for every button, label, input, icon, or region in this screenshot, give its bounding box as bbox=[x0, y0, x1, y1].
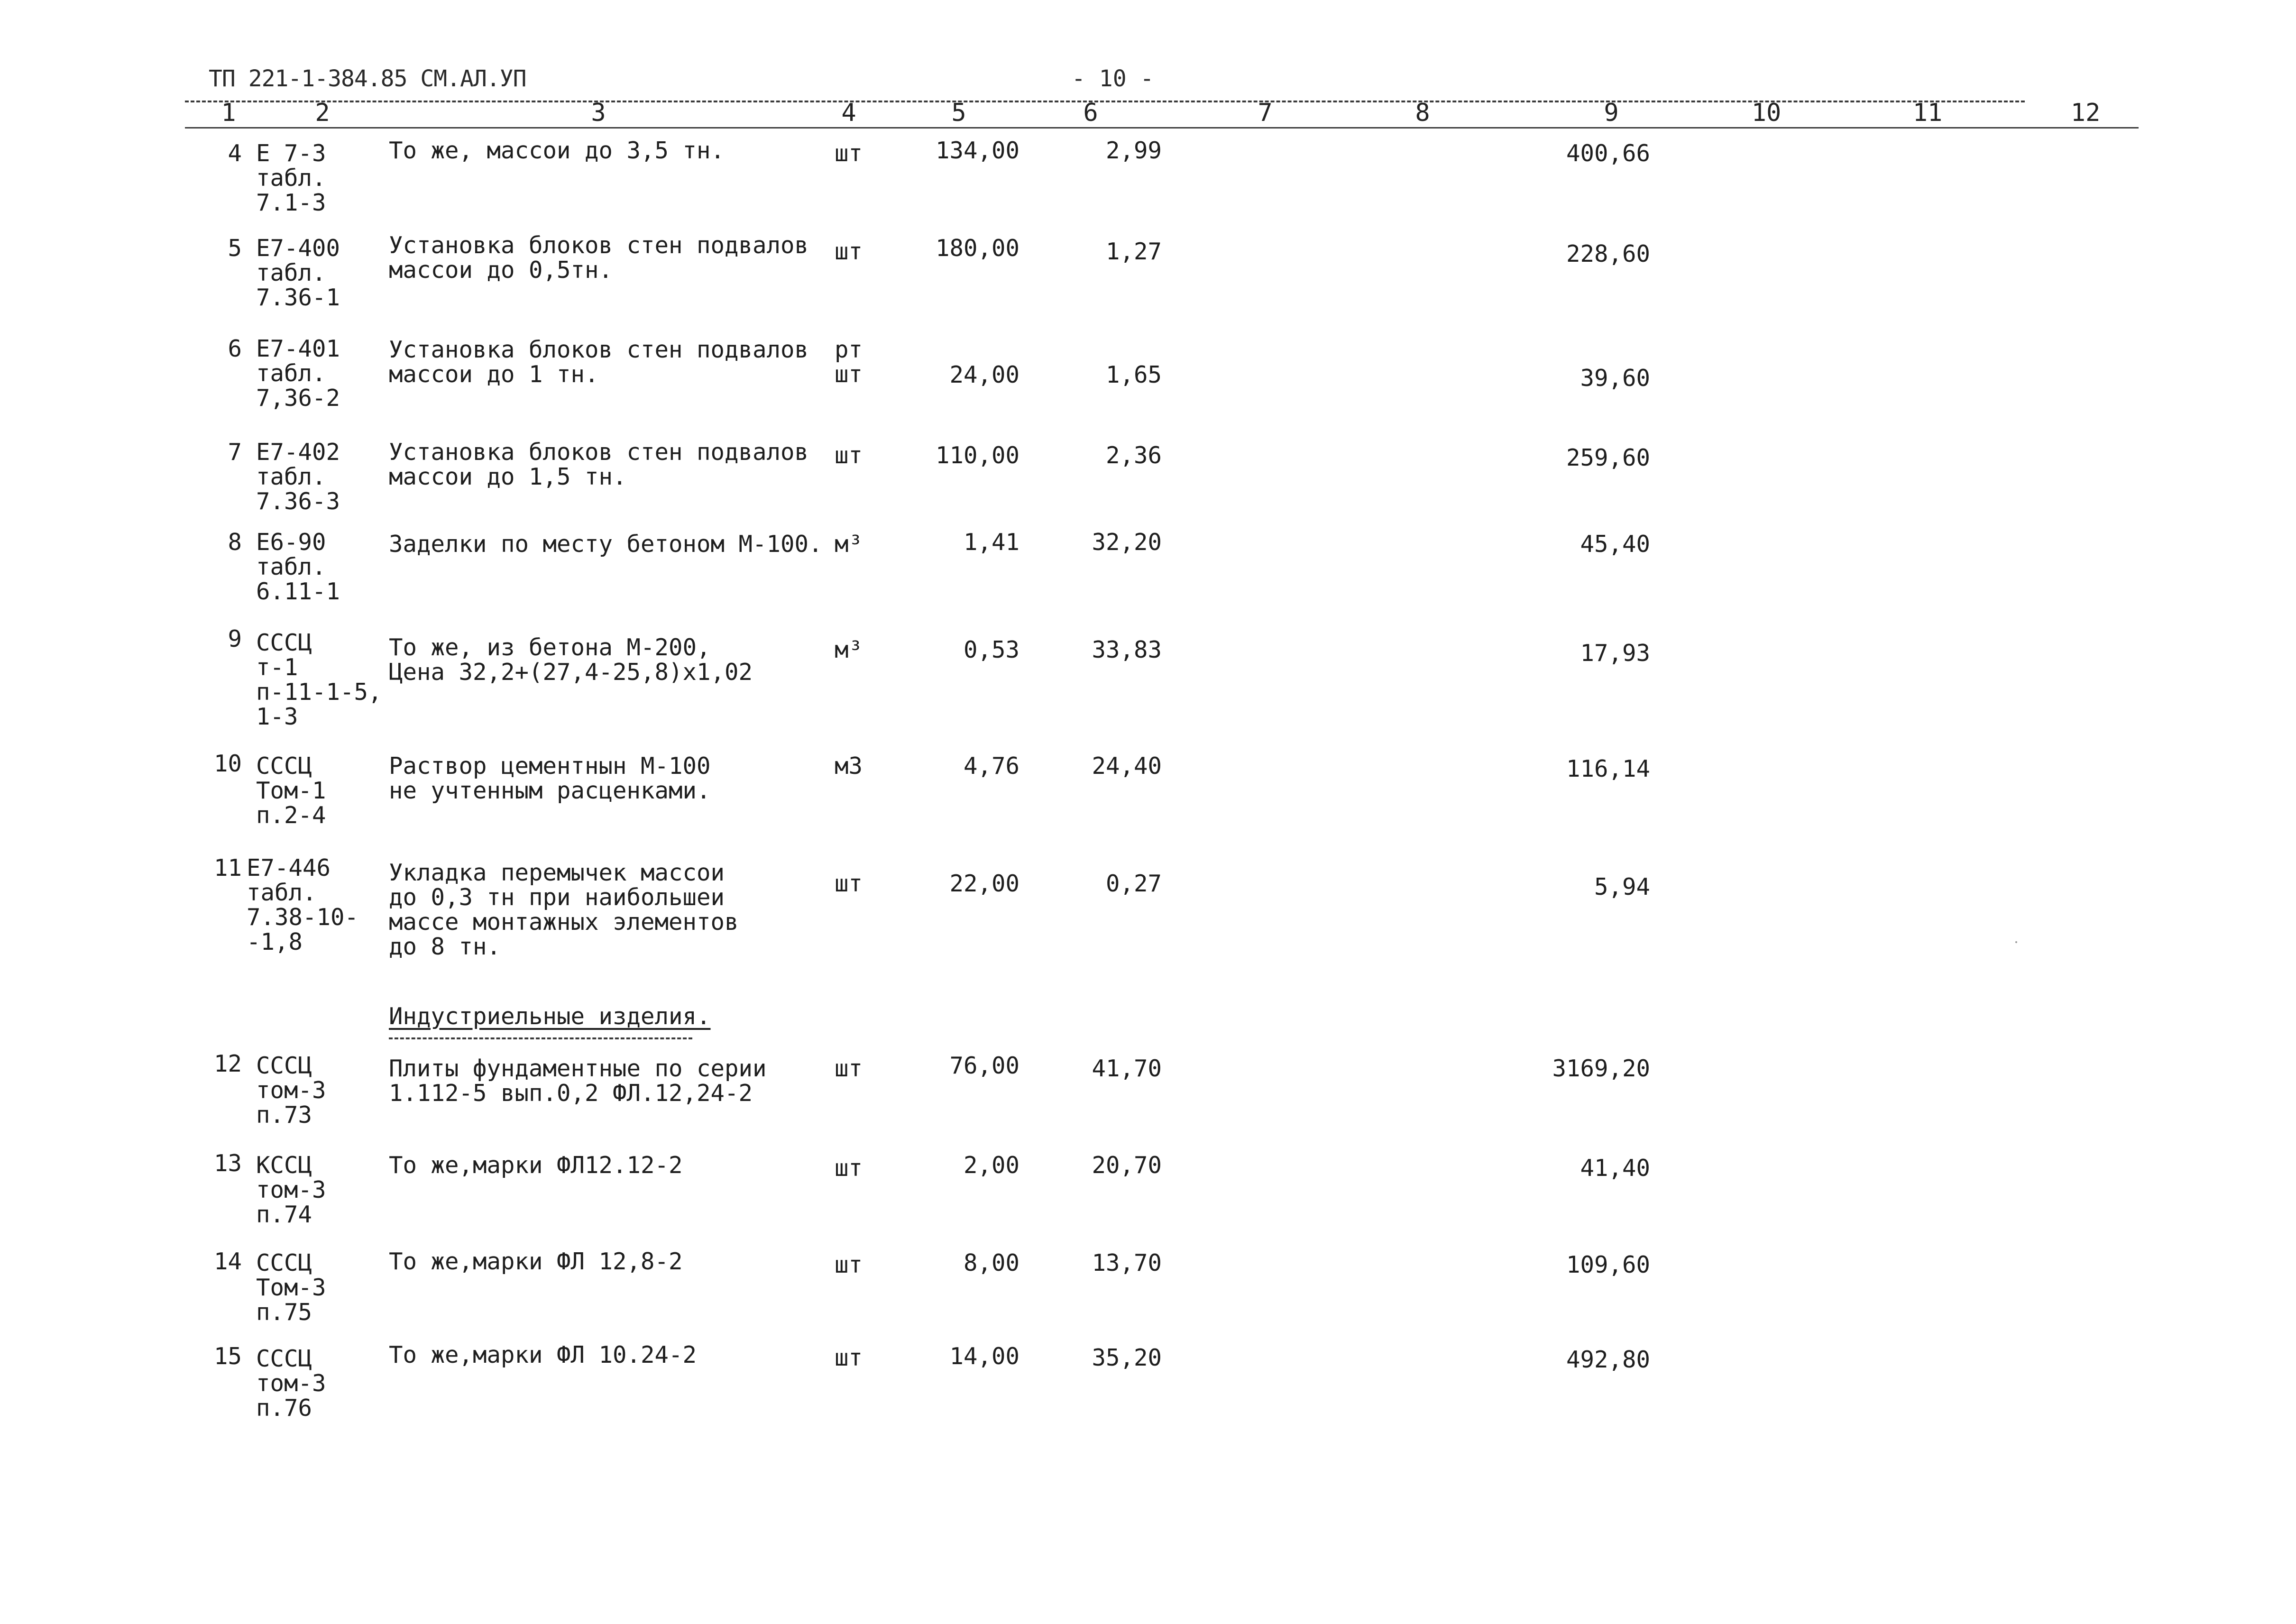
rate-code: Е7-446 табл. 7.38-10- -1,8 bbox=[247, 854, 359, 955]
section-underline bbox=[389, 1037, 692, 1039]
column-number: 10 bbox=[1751, 99, 1782, 127]
page-number: - 10 - bbox=[1072, 65, 1154, 92]
row-number: 11 bbox=[213, 854, 242, 881]
unit-price: 2,99 bbox=[1105, 137, 1162, 164]
unit-price: 33,83 bbox=[1092, 636, 1162, 663]
unit: м3 bbox=[835, 752, 863, 780]
row-number: 4 bbox=[228, 140, 242, 167]
document-code: ТП 221-1-384.85 СМ.АЛ.УП bbox=[209, 65, 526, 92]
header-rule-bottom bbox=[185, 127, 2139, 128]
rate-code: СССЦ том-3 п.76 bbox=[256, 1345, 326, 1422]
work-name: То же,марки ФЛ12.12-2 bbox=[389, 1152, 683, 1179]
unit: шт bbox=[835, 1055, 863, 1082]
row-number: 6 bbox=[228, 335, 242, 362]
quantity: 8,00 bbox=[963, 1249, 1019, 1276]
work-name: Установка блоков стен подвалов массои до 1 тн. bbox=[389, 336, 809, 388]
column-number: 1 bbox=[221, 99, 236, 127]
quantity: 14,00 bbox=[949, 1343, 1019, 1370]
total-cost: 492,80 bbox=[1566, 1346, 1650, 1373]
rate-code: СССЦ Том-1 п.2-4 bbox=[256, 752, 326, 829]
work-name: Заделки по месту бетоном М-100. bbox=[389, 531, 823, 558]
column-number: 6 bbox=[1083, 99, 1098, 127]
total-cost: 109,60 bbox=[1566, 1251, 1650, 1278]
unit: шт bbox=[835, 238, 863, 265]
rate-code: СССЦ Том-3 п.75 bbox=[256, 1249, 326, 1326]
column-number: 11 bbox=[1912, 99, 1943, 127]
total-cost: 400,66 bbox=[1566, 140, 1650, 167]
row-number: 7 bbox=[228, 439, 242, 466]
total-cost: 228,60 bbox=[1566, 240, 1650, 267]
rate-code: СССЦ том-3 п.73 bbox=[256, 1052, 326, 1129]
work-name: То же,марки ФЛ 10.24-2 bbox=[389, 1341, 697, 1368]
unit-price: 1,27 bbox=[1105, 238, 1162, 265]
row-number: 9 bbox=[228, 625, 242, 652]
unit: шт bbox=[835, 442, 863, 469]
total-cost: 5,94 bbox=[1594, 873, 1650, 900]
total-cost: 45,40 bbox=[1580, 531, 1650, 558]
unit: шт bbox=[835, 1344, 863, 1371]
rate-code: Е6-90 табл. 6.11-1 bbox=[256, 529, 340, 605]
rate-code: Е7-401 табл. 7,36-2 bbox=[256, 335, 340, 412]
quantity: 180,00 bbox=[935, 235, 1019, 262]
scan-speck bbox=[2015, 941, 2017, 943]
column-number: 2 bbox=[315, 99, 330, 127]
column-number: 3 bbox=[591, 99, 606, 127]
work-name: То же, массои до 3,5 тн. bbox=[389, 137, 725, 164]
column-number: 4 bbox=[841, 99, 856, 127]
unit-price: 1,65 bbox=[1105, 361, 1162, 388]
work-name: Установка блоков стен подвалов массои до 1,5 тн. bbox=[389, 439, 809, 490]
unit: рт шт bbox=[835, 336, 863, 388]
rate-code: Е7-400 табл. 7.36-1 bbox=[256, 235, 340, 311]
work-name: То же, из бетона М-200, Цена 32,2+(27,4-25,8)х1,02 bbox=[389, 634, 753, 686]
quantity: 4,76 bbox=[963, 752, 1019, 780]
quantity: 0,53 bbox=[963, 636, 1019, 663]
column-number: 12 bbox=[2070, 99, 2101, 127]
quantity: 22,00 bbox=[949, 870, 1019, 897]
rate-code: КССЦ том-3 п.74 bbox=[256, 1152, 326, 1228]
work-name: То же,марки ФЛ 12,8-2 bbox=[389, 1248, 683, 1275]
unit-price: 35,20 bbox=[1092, 1344, 1162, 1371]
unit-price: 0,27 bbox=[1105, 870, 1162, 897]
unit-price: 2,36 bbox=[1105, 442, 1162, 469]
total-cost: 259,60 bbox=[1566, 444, 1650, 471]
work-name: Укладка перемычек массои до 0,3 тн при наибольшеи массе монтажных элементов до 8 тн. bbox=[389, 859, 739, 960]
total-cost: 41,40 bbox=[1580, 1155, 1650, 1182]
work-name: Плиты фундаментные по серии 1.112-5 вып.0,2 ФЛ.12,24-2 bbox=[389, 1055, 767, 1107]
unit-price: 32,20 bbox=[1092, 529, 1162, 556]
unit: шт bbox=[835, 1251, 863, 1278]
unit: м³ bbox=[835, 636, 863, 663]
row-number: 5 bbox=[228, 235, 242, 262]
total-cost: 116,14 bbox=[1566, 755, 1650, 782]
quantity: 2,00 bbox=[963, 1152, 1019, 1179]
row-number: 13 bbox=[213, 1150, 242, 1177]
unit-price: 41,70 bbox=[1092, 1055, 1162, 1082]
rate-code: Е7-402 табл. 7.36-3 bbox=[256, 439, 340, 515]
row-number: 8 bbox=[228, 529, 242, 556]
unit-price: 13,70 bbox=[1092, 1249, 1162, 1276]
section-title: Индустриельные изделия. bbox=[389, 1003, 711, 1030]
row-number: 14 bbox=[213, 1248, 242, 1275]
unit-price: 24,40 bbox=[1092, 752, 1162, 780]
unit: шт bbox=[835, 870, 863, 897]
column-number: 5 bbox=[951, 99, 966, 127]
column-number: 7 bbox=[1258, 99, 1273, 127]
column-number: 8 bbox=[1415, 99, 1430, 127]
row-number: 10 bbox=[213, 750, 242, 777]
unit: шт bbox=[835, 140, 863, 167]
header-rule-top bbox=[185, 101, 2025, 102]
quantity: 134,00 bbox=[935, 137, 1019, 164]
rate-code: СССЦ т-1 п-11-1-5, 1-3 bbox=[256, 629, 382, 730]
column-number: 9 bbox=[1604, 99, 1619, 127]
work-name: Установка блоков стен подвалов массои до 0,5тн. bbox=[389, 232, 809, 284]
unit-price: 20,70 bbox=[1092, 1152, 1162, 1179]
row-number: 15 bbox=[213, 1343, 242, 1370]
work-name: Раствор цементнын М-100 не учтенным расценками. bbox=[389, 752, 711, 804]
total-cost: 39,60 bbox=[1580, 365, 1650, 392]
unit: шт bbox=[835, 1155, 863, 1182]
rate-code: Е 7-3 табл. 7.1-3 bbox=[256, 140, 326, 216]
quantity: 1,41 bbox=[963, 529, 1019, 556]
unit: м³ bbox=[835, 531, 863, 558]
quantity: 76,00 bbox=[949, 1052, 1019, 1079]
total-cost: 3169,20 bbox=[1552, 1055, 1650, 1082]
total-cost: 17,93 bbox=[1580, 640, 1650, 667]
quantity: 24,00 bbox=[949, 361, 1019, 388]
row-number: 12 bbox=[213, 1050, 242, 1077]
quantity: 110,00 bbox=[935, 442, 1019, 469]
